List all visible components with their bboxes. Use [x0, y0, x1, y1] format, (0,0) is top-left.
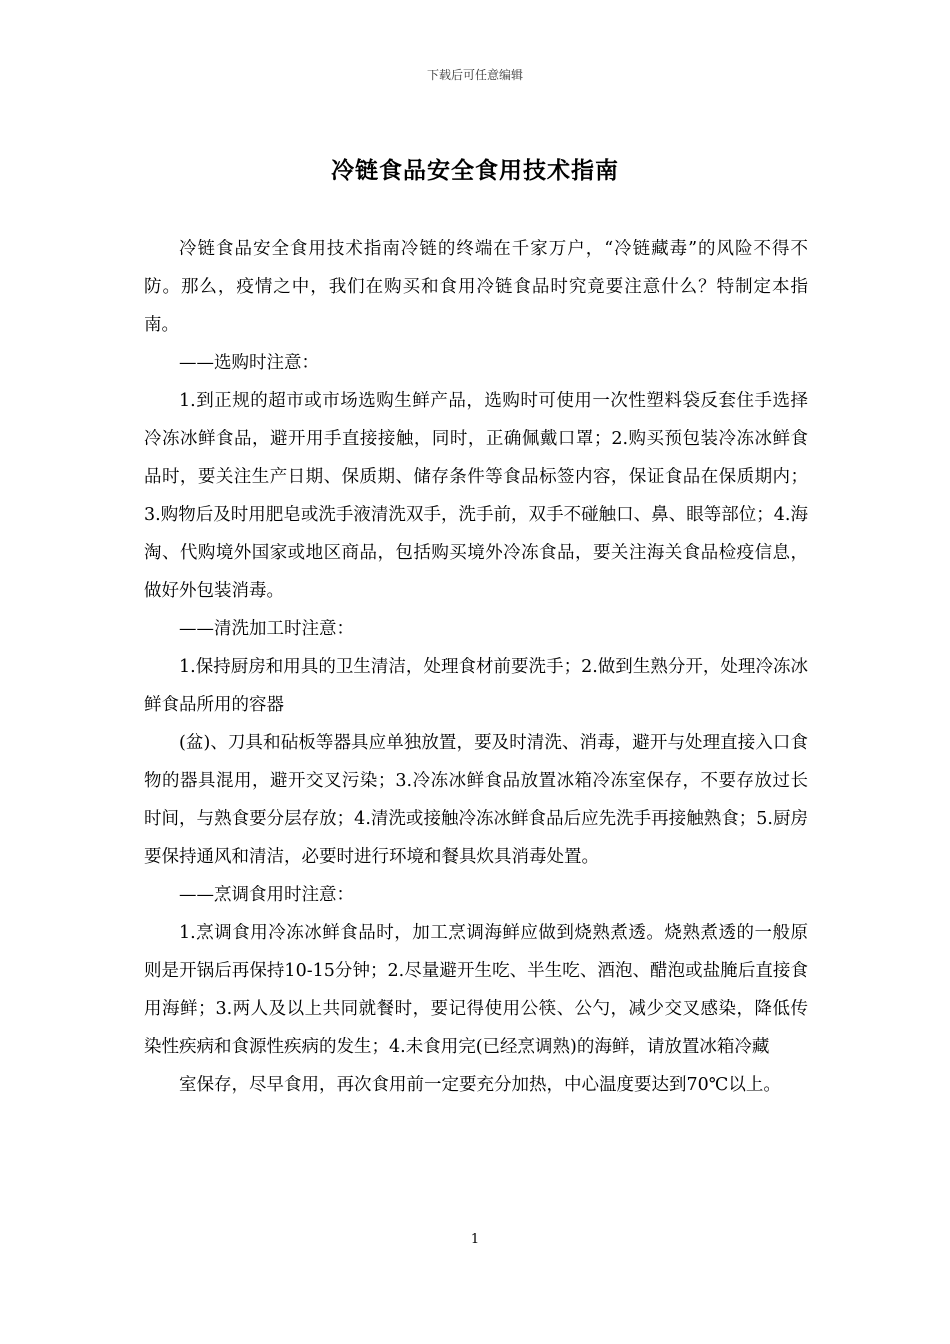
document-body [144, 230, 808, 1104]
purchase-tips-paragraph: 1.到正规的超市或市场选购生鲜产品，选购时可使用一次性塑料袋反套住手选择冷冻冰鲜食品，避开用手直接接触，同时，正确佩戴口罩；2.购买预包装冷冻冰鲜食品时，要关注生产日期、保质期、储存条件等食品标签内容，保证食品在保质期内；3.购物后及时用肥皂或洗手液清洗双手，洗手前，双手不碰触口、鼻、眼等部位；4.海淘、代购境外国家或地区商品，包括购买境外冷冻食品，要关注海关食品检疫信息，做好外包装消毒。 [144, 391, 808, 601]
cleaning-tips-paragraph: 1.保持厨房和用具的卫生清洁，处理食材前要洗手；2.做到生熟分开，处理冷冻冰鲜食品所用的容器 [144, 657, 808, 715]
section-heading-purchase: ——选购时注意： [179, 353, 319, 373]
intro-paragraph: 冷链食品安全食用技术指南冷链的终端在千家万户，“冷链藏毒”的风险不得不防。那么，疫情之中，我们在购买和食用冷链食品时究竟要注意什么？特制定本指南。 [144, 239, 808, 335]
section-heading-cooking: ——烹调食用时注意： [179, 885, 354, 905]
page-number: 1 [470, 1232, 480, 1247]
document-title: 冷链食品安全食用技术指南 [331, 158, 619, 184]
header-note: 下载后可任意编辑 [426, 68, 523, 82]
cooking-tips-continued-paragraph: 室保存，尽早食用，再次食用前一定要充分加热，中心温度要达到70℃以上。 [179, 1075, 781, 1095]
cleaning-tips-continued-paragraph: (盆)、刀具和砧板等器具应单独放置，要及时清洗、消毒，避开与处理直接入口食物的器具混用，避开交叉污染；3.冷冻冰鲜食品放置冰箱冷冻室保存，不要存放过长时间，与熟食要分层存放；4.清洗或接触冷冻冰鲜食品后应先洗手再接触熟食；5.厨房要保持通风和清洁，必要时进行环境和餐具炊具消毒处置。 [144, 733, 808, 867]
cooking-tips-paragraph: 1.烹调食用冷冻冰鲜食品时，加工烹调海鲜应做到烧熟煮透。烧熟煮透的一般原则是开锅后再保持10-15分钟；2.尽量避开生吃、半生吃、酒泡、醋泡或盐腌后直接食用海鲜；3.两人及以上共同就餐时，要记得使用公筷、公勺，减少交叉感染，降低传染性疾病和食源性疾病的发生；4.未食用完(已经烹调熟)的海鲜，请放置冰箱冷藏 [144, 923, 808, 1057]
section-heading-cleaning: ——清洗加工时注意： [179, 619, 354, 639]
